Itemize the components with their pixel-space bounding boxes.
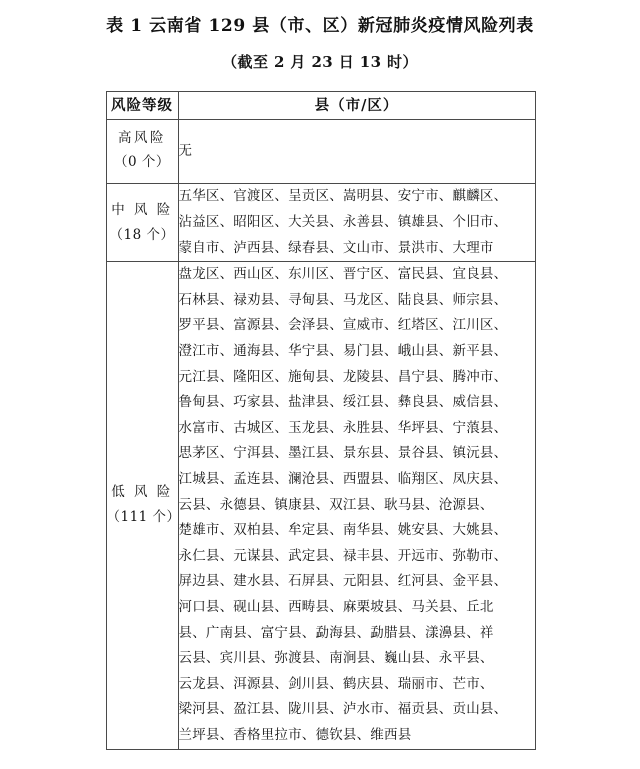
county-line: 沾益区、昭阳区、大关县、永善县、镇雄县、个旧市、 — [178, 214, 508, 231]
county-line: 蒙自市、泸西县、绿春县、文山市、景洪市、大理市 — [178, 239, 494, 256]
county-list-cell-medium — [178, 184, 535, 262]
county-line: 屏边县、建水县、石屏县、元阳县、红河县、金平县、 — [178, 573, 508, 590]
county-line: 云县、宾川县、弥渡县、南涧县、巍山县、永平县、 — [178, 650, 494, 667]
risk-level-cell-high — [106, 119, 178, 184]
risk-level-name: 高风险 — [118, 129, 166, 146]
risk-level-count: （0 个） — [114, 154, 170, 171]
county-line: 盘龙区、西山区、东川区、晋宁区、富民县、宜良县、 — [178, 266, 508, 283]
county-line: 云龙县、洱源县、剑川县、鹤庆县、瑞丽市、芒市、 — [178, 675, 494, 692]
county-line: 五华区、官渡区、呈贡区、嵩明县、安宁市、麒麟区、 — [178, 188, 508, 205]
column-header-risk-level: 风险等级 — [106, 91, 178, 119]
risk-level-name: 低 风 险 — [111, 484, 173, 501]
county-line: 河口县、砚山县、西畴县、麻栗坡县、马关县、丘北 — [178, 598, 494, 615]
county-line: 江城县、孟连县、澜沧县、西盟县、临翔区、凤庆县、 — [178, 470, 508, 487]
county-line: 石林县、禄劝县、寻甸县、马龙区、陆良县、师宗县、 — [178, 291, 508, 308]
county-line: 无 — [178, 142, 193, 159]
county-line: 元江县、隆阳区、施甸县、龙陵县、昌宁县、腾冲市、 — [178, 368, 508, 385]
county-line: 鲁甸县、巧家县、盐津县、绥江县、彝良县、威信县、 — [178, 394, 508, 411]
county-list-cell-low — [178, 262, 535, 749]
county-line: 楚雄市、双柏县、牟定县、南华县、姚安县、大姚县、 — [178, 522, 508, 539]
risk-level-count: （18 个） — [109, 226, 175, 243]
county-list-cell-high — [178, 119, 535, 184]
county-line: 梁河县、盈江县、陇川县、泸水市、福贡县、贡山县、 — [178, 701, 508, 718]
risk-level-cell-medium — [106, 184, 178, 262]
table-header-row — [106, 91, 535, 119]
county-line: 思茅区、宁洱县、墨江县、景东县、景谷县、镇沅县、 — [178, 445, 508, 462]
county-line: 澄江市、通海县、华宁县、易门县、峨山县、新平县、 — [178, 343, 508, 359]
table-row — [106, 184, 535, 262]
risk-table-container — [106, 91, 535, 750]
county-line: 永仁县、元谋县、武定县、禄丰县、开远市、弥勒市、 — [178, 547, 508, 564]
page-title: 表 1 云南省 129 县（市、区）新冠肺炎疫情风险列表 — [106, 16, 534, 36]
county-line: 水富市、古城区、玉龙县、永胜县、华坪县、宁蒗县、 — [178, 419, 508, 436]
risk-level-name: 中 风 险 — [111, 201, 173, 218]
table-row — [106, 119, 535, 184]
county-line: 县、广南县、富宁县、勐海县、勐腊县、漾濞县、祥 — [178, 624, 494, 641]
county-line: 云县、永德县、镇康县、双江县、耿马县、沧源县、 — [178, 496, 494, 513]
table-row — [106, 262, 535, 749]
county-line: 兰坪县、香格里拉市、德钦县、维西县 — [178, 726, 412, 743]
page-subtitle: （截至 2 月 23 日 13 时） — [222, 52, 418, 71]
county-line: 罗平县、富源县、会泽县、宣威市、红塔区、江川区、 — [178, 317, 508, 334]
risk-level-count: （111 个） — [106, 509, 181, 526]
title-block — [0, 0, 640, 72]
table-body — [106, 119, 535, 749]
risk-level-cell-low — [106, 262, 181, 749]
column-header-county: 县（市/区） — [178, 91, 535, 119]
risk-table — [106, 91, 536, 750]
